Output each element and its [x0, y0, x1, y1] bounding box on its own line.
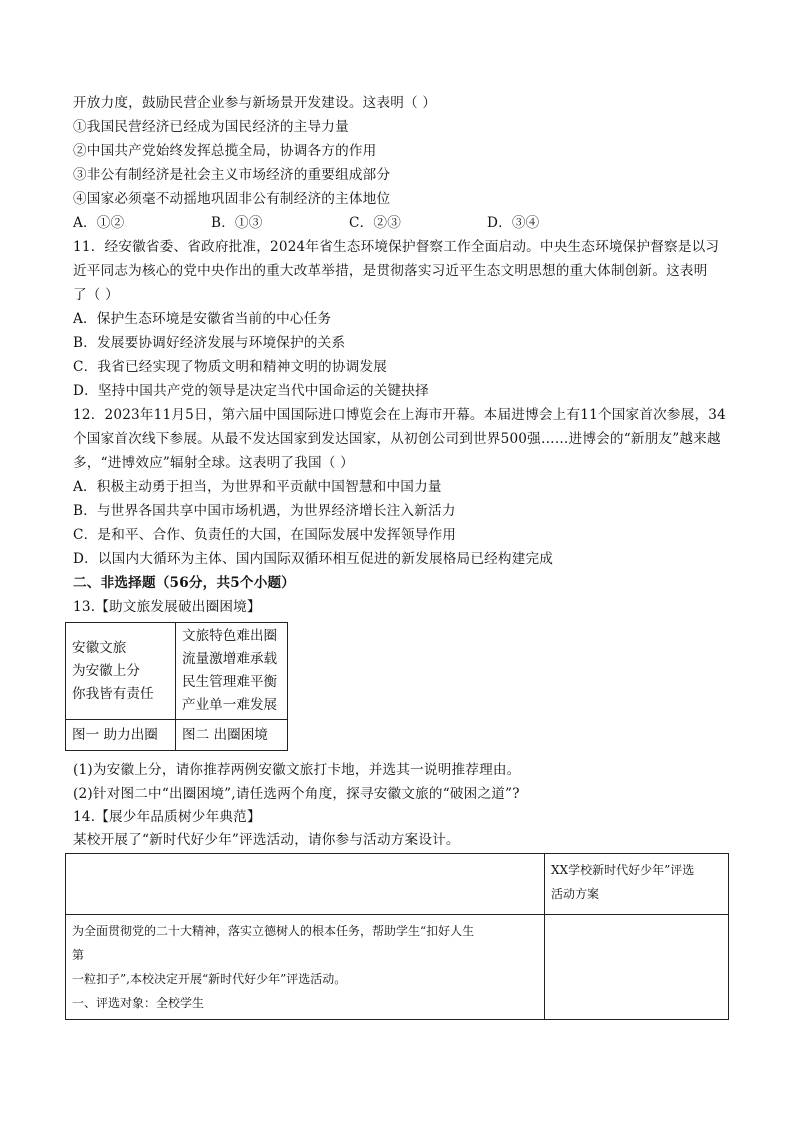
q11-option-a: A．保护生态环境是安徽省当前的中心任务: [73, 311, 332, 327]
q13-right-line: 民生管理难平衡: [182, 674, 278, 690]
q11-stem-line-3: 了（ ）: [73, 287, 119, 303]
q13-right-line: 文旅特色难出圈: [182, 628, 278, 644]
q14-intro: 某校开展了“新时代好少年”评选活动，请你参与活动方案设计。: [73, 832, 460, 848]
q13-caption-one: 图一 助力出圈: [66, 720, 176, 751]
q11-option-c: C．我省已经实现了物质文明和精神文明的协调发展: [73, 359, 388, 375]
q13-sub-1: (1)为安徽上分，请你推荐两例安徽文旅打卡地，并选其一说明推荐理由。: [73, 762, 521, 778]
q10-options: [73, 212, 539, 235]
q13-figure-one-content: [66, 623, 176, 720]
q12-option-c: C．是和平、合作、负责任的大国，在国际发展中发挥领导作用: [73, 527, 457, 543]
q14-body-line: 一粒扣子”,本校决定开展“新时代好少年”评选活动。: [72, 972, 347, 986]
q13-right-line: 产业单一难发展: [182, 697, 278, 713]
q14-body-line: 第: [72, 948, 85, 962]
q10-option-c: C．②③: [349, 215, 401, 231]
q12-option-b: B．与世界各国共享中国市场机遇，为世界经济增长注入新活力: [73, 503, 456, 519]
q11-option-d: D．坚持中国共产党的领导是决定当代中国命运的关键抉择: [73, 383, 429, 399]
q14-header-right-cell: [545, 854, 729, 915]
q13-left-line: 安徽文旅: [72, 639, 127, 656]
q12-stem-line-2: 个国家首次线下参展。从最不发达国家到发达国家，从初创公司到世界500强……进博会的“新朋友”越来越: [73, 431, 721, 447]
q14-plan-subtitle: 活动方案: [551, 887, 600, 901]
q10-item-1: ①我国民营经济已经成为国民经济的主导力量: [73, 119, 349, 135]
q14-plan-table: [65, 853, 729, 1020]
q10-option-a: A．①②: [73, 215, 125, 231]
q10-item-4: ④国家必须毫不动摇地巩固非公有制经济的主体地位: [73, 191, 391, 207]
q11-option-b: B．发展要协调好经济发展与环境保护的关系: [73, 335, 346, 351]
q12-option-d: D．以国内大循环为主体、国内国际双循环相互促进的新发展格局已经构建完成: [73, 551, 554, 567]
q12-option-a: A．积极主动勇于担当，为世界和平贡献中国智慧和中国力量: [73, 479, 442, 495]
q12-stem-line-3: 多，“进博效应”辐射全球。这表明了我国（ ）: [73, 455, 354, 471]
q13-figure-two-content: [176, 623, 288, 720]
q13-left-line: 你我皆有责任: [72, 685, 154, 702]
q10-item-3: ③非公有制经济是社会主义市场经济的重要组成部分: [73, 167, 391, 183]
q10-option-d: D．③④: [487, 215, 540, 231]
q10-option-b: B．①③: [211, 215, 263, 231]
q13-caption-two: 图二 出圈困境: [176, 720, 288, 751]
section-heading: 二、非选择题（56分，共5个小题）: [73, 575, 296, 591]
q14-body-right-cell: [545, 915, 729, 1020]
q14-header-left-cell: [66, 854, 545, 915]
q14-title: 14.【展少年品质树少年典范】: [73, 809, 261, 825]
q14-body-line: 一、评选对象：全校学生: [72, 996, 205, 1010]
q13-left-line: 为安徽上分: [72, 662, 140, 679]
q13-sub-2: (2)针对图二中“出圈困境”,请任选两个角度，探寻安徽文旅的“破困之道”?: [73, 786, 520, 802]
q13-right-line: 流量激增难承载: [182, 651, 278, 667]
q12-stem-line-1: 12．2023年11月5日，第六届中国国际进口博览会在上海市开幕。本届进博会上有11个国家首次参展，34: [73, 407, 726, 423]
q11-stem-line-2: 近平同志为核心的党中央作出的重大改革举措，是贯彻落实习近平生态文明思想的重大体制创新。这表明: [73, 263, 708, 279]
q14-body-line: 为全面贯彻党的二十大精神，落实立德树人的根本任务，帮助学生“扣好人生: [72, 924, 475, 938]
q14-plan-body: [66, 915, 545, 1020]
q14-plan-title: XX学校新时代好少年”评选: [551, 863, 695, 877]
q11-stem-line-1: 11．经安徽省委、省政府批准，2024年省生态环境保护督察工作全面启动。中央生态环境保护督察是以习: [73, 239, 720, 255]
q13-table: [65, 622, 288, 751]
q10-stem: 开放力度，鼓励民营企业参与新场景开发建设。这表明（ ）: [73, 95, 437, 111]
q13-title: 13.【助文旅发展破出圈困境】: [73, 599, 261, 615]
q10-item-2: ②中国共产党始终发挥总揽全局，协调各方的作用: [73, 143, 377, 159]
